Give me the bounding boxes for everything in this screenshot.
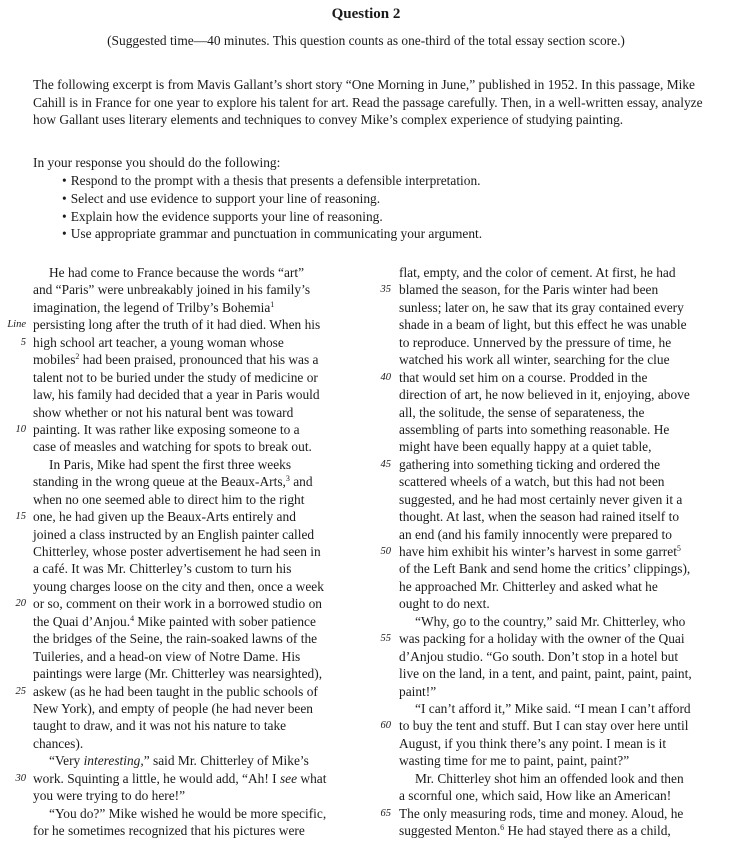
line-text: mobiles bbox=[33, 352, 76, 368]
footnote-marker: 3 bbox=[285, 474, 290, 484]
line-text: case of measles and watching for spots to break out. bbox=[33, 439, 312, 455]
question-title: Question 2 bbox=[331, 6, 401, 22]
line-text: a café. It was Mr. Chitterley’s custom to turn his bbox=[33, 561, 292, 577]
line-text: d’Anjou studio. “Go south. Don’t stop in a hotel but bbox=[399, 648, 679, 664]
line-number: 65 bbox=[380, 807, 391, 819]
instruction-item: • Use appropriate grammar and punctuation in communicating your argument. bbox=[62, 225, 482, 243]
line-text: “Very bbox=[49, 753, 84, 769]
passage-line bbox=[399, 735, 719, 752]
line-text: Mr. Chitterley shot him an offended look and then bbox=[415, 770, 684, 786]
line-text: “Why, go to the country,” said Mr. Chitterley, who bbox=[415, 613, 686, 629]
line-text: an end (and his family innocently were prepared to bbox=[399, 526, 672, 542]
passage-line bbox=[33, 787, 351, 804]
intro-paragraph: The following excerpt is from Mavis Gallant’s short story “One Morning in June,” published in 1952. In this passage, Mike Cahill is in France for one year to explore his talent for art. Read the passage carefully. Then, in a well-written essay, analyze how Gallant uses literary elements and techniques to convey Mike’s complex experience of studying painting. bbox=[33, 77, 703, 128]
passage-line bbox=[399, 491, 719, 508]
passage-line bbox=[33, 665, 351, 682]
passage-line bbox=[15, 595, 351, 612]
passage-line bbox=[399, 665, 719, 682]
instructions-list bbox=[62, 172, 482, 243]
passage-line bbox=[33, 630, 351, 647]
passage-line bbox=[399, 404, 719, 421]
passage-line bbox=[399, 386, 719, 403]
passage-line bbox=[33, 613, 351, 630]
passage-line bbox=[399, 787, 719, 804]
line-text: August, if you think there’s any point. I mean is it bbox=[399, 735, 667, 751]
passage-line bbox=[33, 299, 351, 316]
line-text: suggested, and he had most certainly never given it a bbox=[399, 491, 683, 507]
line-text: painting. It was rather like exposing someone to a bbox=[33, 421, 300, 437]
passage-line bbox=[399, 770, 719, 787]
line-text-cont: Mike painted with sober patience bbox=[134, 613, 316, 629]
instructions-lead: In your response you should do the following: bbox=[33, 155, 281, 170]
passage-line bbox=[33, 543, 351, 560]
passage-line bbox=[380, 369, 719, 386]
line-number: 55 bbox=[380, 633, 391, 645]
passage-line bbox=[7, 316, 351, 333]
passage-line bbox=[399, 752, 719, 769]
passage-line bbox=[15, 683, 351, 700]
line-text-cont: what bbox=[297, 770, 327, 786]
passage-line bbox=[33, 473, 351, 490]
footnote-marker: 1 bbox=[270, 299, 275, 309]
line-text: one, he had given up the Beaux-Arts entirely and bbox=[33, 509, 296, 525]
passage-line bbox=[33, 281, 351, 298]
line-number: 60 bbox=[380, 720, 391, 732]
line-text: The only measuring rods, time and money. Aloud, he bbox=[399, 805, 684, 821]
line-number: 30 bbox=[15, 772, 26, 784]
line-text: taught to draw, and it was not his nature to take bbox=[33, 718, 287, 734]
passage-line bbox=[399, 316, 719, 333]
passage-line bbox=[33, 578, 351, 595]
passage-line bbox=[15, 770, 351, 787]
passage-line bbox=[33, 351, 351, 368]
line-text-cont: had been praised, pronounced that his was a bbox=[79, 352, 319, 368]
line-text: you were trying to do here!” bbox=[33, 788, 186, 804]
passage-line bbox=[399, 595, 719, 612]
instruction-item: • Explain how the evidence supports your line of reasoning. bbox=[62, 208, 482, 226]
passage-line bbox=[399, 299, 719, 316]
passage-line bbox=[399, 648, 719, 665]
line-text: a scornful one, which said, How like an American! bbox=[399, 788, 672, 804]
passage-line bbox=[399, 700, 719, 717]
line-text: show whether or not his natural bent was toward bbox=[33, 404, 294, 420]
line-text: live on the land, in a tent, and paint, paint, paint, paint, bbox=[399, 666, 692, 682]
line-text: high school art teacher, a young woman whose bbox=[33, 334, 284, 350]
line-text: “I can’t afford it,” Mike said. “I mean I can’t afford bbox=[415, 700, 691, 716]
line-number: 50 bbox=[380, 546, 391, 557]
line-number: 35 bbox=[380, 284, 391, 296]
passage-line bbox=[399, 822, 719, 839]
passage-line bbox=[380, 805, 719, 822]
instruction-item: • Respond to the prompt with a thesis that presents a defensible interpretation. bbox=[62, 172, 482, 190]
passage-line bbox=[20, 334, 351, 351]
passage-line bbox=[399, 334, 719, 351]
passage-line bbox=[399, 560, 719, 577]
line-text: young charges loose on the city and then, once a week bbox=[33, 578, 324, 594]
passage-line bbox=[399, 578, 719, 595]
line-text: wasting time for me to paint, paint, paint?” bbox=[399, 753, 630, 769]
passage-line bbox=[33, 404, 351, 421]
line-text: assembling of parts into something reasonable. He bbox=[399, 421, 670, 437]
passage-line bbox=[33, 264, 351, 281]
line-number: 15 bbox=[15, 511, 26, 523]
line-text-cont: and bbox=[289, 474, 313, 490]
passage-column-left bbox=[7, 264, 351, 839]
line-text: of the Left Bank and send home the critics’ clippings), bbox=[399, 561, 691, 577]
line-text: “You do?” Mike wished he would be more specific, bbox=[49, 805, 327, 821]
line-text: joined a class instructed by an English painter called bbox=[33, 526, 315, 542]
line-text: when no one seemed able to direct him to the right bbox=[33, 491, 305, 507]
passage-line bbox=[399, 508, 719, 525]
line-text: all, the solitude, the sense of separateness, the bbox=[399, 404, 645, 420]
line-text: In Paris, Mike had spent the first three weeks bbox=[49, 456, 292, 472]
passage-line bbox=[33, 805, 351, 822]
line-text: sunless; later on, he saw that its gray contained every bbox=[399, 299, 684, 315]
passage-line bbox=[33, 560, 351, 577]
passage-line bbox=[399, 351, 719, 368]
line-text: talent not to be buried under the study of medicine or bbox=[33, 369, 318, 385]
passage-line bbox=[399, 526, 719, 543]
line-text: gathering into something ticking and ordered the bbox=[399, 456, 661, 472]
line-text: he approached Mr. Chitterley and asked what he bbox=[399, 578, 658, 594]
passage-line bbox=[399, 264, 719, 281]
passage-line bbox=[15, 508, 351, 525]
line-text: Tuileries, and a head-on view of Notre Dame. His bbox=[33, 648, 301, 664]
line-text: persisting long after the truth of it had died. When his bbox=[33, 317, 321, 333]
passage-line bbox=[33, 648, 351, 665]
line-text-cont: He had stayed there as a child, bbox=[504, 823, 671, 838]
line-text: paintings were large (Mr. Chitterley was nearsighted), bbox=[33, 666, 323, 682]
line-text: chances). bbox=[33, 735, 84, 751]
passage-line bbox=[33, 369, 351, 386]
passage-line bbox=[15, 421, 351, 438]
line-text: ought to do next. bbox=[399, 596, 490, 612]
line-text: the Quai d’Anjou. bbox=[33, 613, 131, 629]
line-number: 10 bbox=[15, 423, 26, 435]
passage-line bbox=[399, 473, 719, 490]
instruction-item: • Select and use evidence to support your line of reasoning. bbox=[62, 190, 482, 208]
passage-line bbox=[33, 735, 351, 752]
passage-line bbox=[380, 281, 719, 298]
line-text: work. Squinting a little, he would add, “Ah! I bbox=[33, 770, 280, 786]
line-text: blamed the season, for the Paris winter had been bbox=[399, 282, 659, 298]
line-text: or so, comment on their work in a borrowed studio on bbox=[33, 596, 322, 612]
passage-line bbox=[33, 491, 351, 508]
emphasis-text: interesting bbox=[83, 753, 141, 769]
passage-line bbox=[33, 438, 351, 455]
passage-line bbox=[380, 456, 719, 473]
passage-line bbox=[399, 683, 719, 700]
passage-line bbox=[33, 456, 351, 473]
line-text: for he sometimes recognized that his pictures were bbox=[33, 823, 305, 838]
line-text: imagination, the legend of Trilby’s Bohemia bbox=[33, 299, 271, 315]
footnote-marker: 6 bbox=[500, 823, 505, 832]
passage-line bbox=[380, 717, 719, 734]
line-number: 40 bbox=[380, 371, 391, 383]
line-number: 25 bbox=[15, 685, 26, 697]
line-text-cont: ,” said Mr. Chitterley of Mike’s bbox=[140, 753, 309, 769]
line-text: paint!” bbox=[399, 683, 437, 699]
passage-line bbox=[33, 822, 351, 839]
line-text: flat, empty, and the color of cement. At first, he had bbox=[399, 265, 676, 280]
line-text: New York), and empty of people (he had never been bbox=[33, 700, 313, 716]
emphasis-text: see bbox=[279, 770, 298, 786]
line-text: law, his family had decided that a year in Paris would bbox=[33, 387, 320, 403]
passage-line bbox=[33, 717, 351, 734]
line-text: to buy the tent and stuff. But I can stay over here until bbox=[399, 718, 689, 734]
line-text: the bridges of the Seine, the rain-soaked lawns of the bbox=[33, 631, 318, 647]
footnote-marker: 2 bbox=[75, 352, 80, 362]
line-text: was packing for a holiday with the owner of the Quai bbox=[399, 631, 685, 647]
footnote-marker: 4 bbox=[130, 613, 135, 623]
line-text: to reproduce. Unnerved by the pressure of time, he bbox=[399, 334, 672, 350]
passage-line bbox=[380, 543, 719, 560]
line-text: suggested Menton. bbox=[399, 823, 501, 838]
line-text: scattered wheels of a watch, but this had not been bbox=[399, 474, 665, 490]
passage-line bbox=[399, 613, 719, 630]
passage-line bbox=[33, 752, 351, 769]
line-number: 45 bbox=[380, 458, 391, 470]
line-text: have him exhibit his winter’s harvest in some garret bbox=[399, 544, 677, 559]
line-text: watched his work all winter, searching for the clue bbox=[399, 352, 670, 368]
line-text: He had come to France because the words “art” bbox=[49, 265, 305, 280]
line-text: that would set him on a course. Prodded in the bbox=[399, 369, 648, 385]
timing-note: (Suggested time—40 minutes. This question counts as one-third of the total essay section score.) bbox=[107, 33, 625, 48]
line-text: thought. At last, when the season had rained itself to bbox=[399, 509, 680, 525]
passage-line bbox=[399, 438, 719, 455]
line-text: standing in the wrong queue at the Beaux-Arts, bbox=[33, 474, 286, 490]
line-number: 5 bbox=[20, 336, 26, 348]
passage-line bbox=[33, 700, 351, 717]
line-text: direction of art, he now believed in it, enjoying, above bbox=[399, 387, 690, 403]
line-text: Chitterley, whose poster advertisement he had seen in bbox=[33, 544, 321, 559]
line-text: askew (as he had been taught in the public schools of bbox=[33, 683, 318, 699]
line-number: Line bbox=[7, 319, 26, 331]
passage-line bbox=[380, 630, 719, 647]
line-number: 20 bbox=[15, 598, 26, 610]
passage-line bbox=[399, 421, 719, 438]
passage-column-right bbox=[380, 264, 719, 839]
line-text: and “Paris” were unbreakably joined in his family’s bbox=[33, 282, 311, 298]
line-text: shade in a beam of light, but this effect he was unable bbox=[399, 317, 687, 333]
passage-line bbox=[33, 386, 351, 403]
line-text: might have been equally happy at a quiet table, bbox=[399, 439, 652, 455]
passage-line bbox=[33, 526, 351, 543]
footnote-marker: 5 bbox=[676, 544, 681, 553]
